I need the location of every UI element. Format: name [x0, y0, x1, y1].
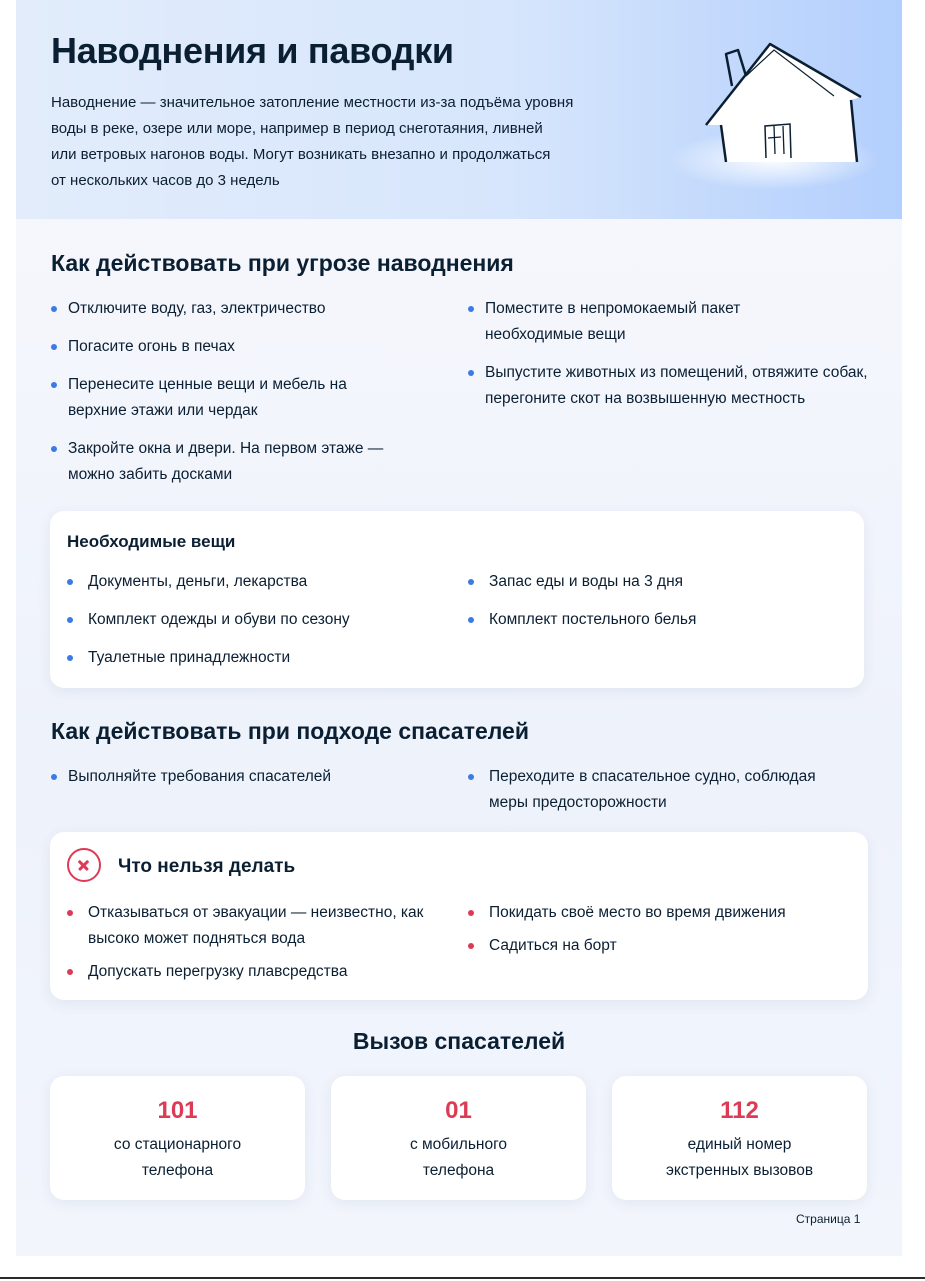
list-item: Переходите в спасательное судно, соблюдая меры предосторожности — [468, 764, 848, 816]
page-bottom-border — [0, 1277, 925, 1279]
forbidden-list-right — [468, 900, 858, 959]
phone-card-01 — [331, 1076, 586, 1200]
phone-description: со стационарного телефона — [113, 1136, 242, 1179]
list-item: Комплект постельного белья — [468, 607, 848, 633]
list-item: Поместите в непромокаемый пакет необходимые вещи — [468, 296, 778, 348]
forbidden-title: Что нельзя делать — [118, 856, 296, 877]
threat-list-left — [51, 296, 421, 488]
essentials-title: Необходимые вещи — [67, 532, 236, 551]
hero-description: Наводнение — значительное затопление местности из-за подъёма уровня воды в реке, озере или море, например в период снеготаяния, ливней или ветровых нагонов воды. Могут возникать внезапно и продолжаться от нескольких часов до 3 недель — [51, 94, 574, 189]
rescuers-list-left — [51, 764, 431, 790]
essentials-card — [50, 511, 864, 688]
essentials-list-right — [468, 569, 848, 633]
page-number: Страница 1 — [796, 1212, 861, 1226]
list-item: Садиться на борт — [468, 933, 858, 959]
phone-number: 112 — [720, 1097, 759, 1124]
list-item: Запас еды и воды на 3 дня — [468, 569, 848, 595]
list-item: Покидать своё место во время движения — [468, 900, 858, 926]
page-title: Наводнения и паводки — [51, 30, 454, 71]
forbidden-list-left — [67, 900, 447, 985]
forbidden-card — [50, 832, 868, 1000]
list-item: Туалетные принадлежности — [67, 645, 447, 671]
list-item: Отключите воду, газ, электричество — [51, 296, 421, 322]
phone-number: 101 — [157, 1097, 198, 1124]
forbidden-icon — [67, 848, 101, 882]
rescuers-list-right — [468, 764, 868, 816]
page — [16, 0, 902, 1256]
threat-section-title: Как действовать при угрозе наводнения — [51, 250, 514, 276]
list-item: Отказываться от эвакуации — неизвестно, как высоко может подняться вода — [67, 900, 427, 952]
phone-card-101 — [50, 1076, 305, 1200]
phone-description: единый номер экстренных вызовов — [665, 1136, 814, 1179]
threat-list-right — [468, 296, 868, 412]
list-item: Перенесите ценные вещи и мебель на верхние этажи или чердак — [51, 372, 371, 424]
essentials-list-left — [67, 569, 447, 671]
list-item: Допускать перегрузку плавсредства — [67, 959, 447, 985]
rescuers-section-title: Как действовать при подходе спасателей — [51, 718, 529, 744]
list-item: Выполняйте требования спасателей — [51, 764, 431, 790]
list-item: Погасите огонь в печах — [51, 334, 421, 360]
phone-card-112 — [612, 1076, 867, 1200]
list-item: Выпустите животных из помещений, отвяжите собак, перегоните скот на возвышенную местность — [468, 360, 868, 412]
list-item: Документы, деньги, лекарства — [67, 569, 447, 595]
calls-section-title: Вызов спасателей — [352, 1028, 566, 1054]
hero-banner — [16, 0, 902, 219]
list-item: Комплект одежды и обуви по сезону — [67, 607, 447, 633]
phone-description: с мобильного телефона — [409, 1136, 508, 1179]
phone-number: 01 — [445, 1097, 472, 1124]
house-icon — [666, 30, 876, 200]
list-item: Закройте окна и двери. На первом этаже — можно забить досками — [51, 436, 411, 488]
